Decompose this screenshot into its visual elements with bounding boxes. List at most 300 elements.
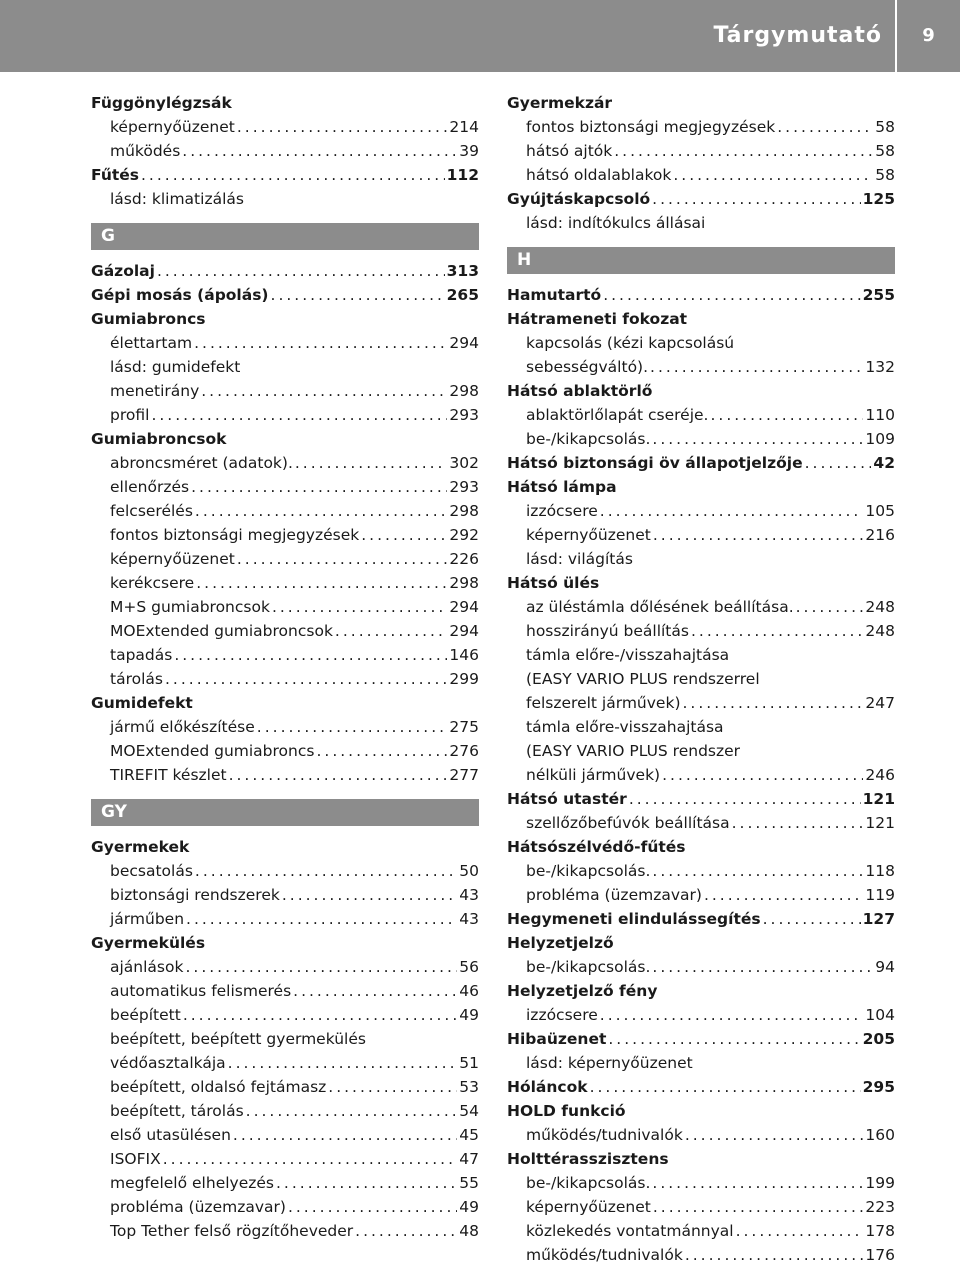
index-sub-entry <box>507 955 895 979</box>
entry-text: beépített, tárolás <box>110 1102 244 1120</box>
entry-page-number: 226 <box>449 550 479 568</box>
entry-text: tapadás <box>110 646 173 664</box>
entry-text: első utasülésen <box>110 1126 231 1144</box>
entry-text: Gyújtáskapcsoló <box>507 190 651 208</box>
entry-text: fontos biztonsági megjegyzések <box>526 118 776 136</box>
entry-page-number: 49 <box>459 1198 479 1216</box>
entry-text: jármű előkészítése <box>110 718 255 736</box>
index-sub-entry <box>507 1051 895 1075</box>
entry-text: lásd: indítókulcs állásai <box>526 214 706 232</box>
entry-text: képernyőüzenet <box>526 1198 651 1216</box>
entry-text: Hátsó ablaktörlő <box>507 382 653 400</box>
entry-text: Helyzetjelző fény <box>507 982 658 1000</box>
dot-leader <box>182 139 457 163</box>
dot-leader <box>157 259 445 283</box>
entry-text: biztonsági rendszerek <box>110 886 280 904</box>
entry-text: Gumidefekt <box>91 694 193 712</box>
entry-text: Gumiabroncs <box>91 310 206 328</box>
dot-leader <box>629 787 861 811</box>
index-sub-entry <box>91 475 479 499</box>
entry-text: működés/tudnivalók <box>526 1126 683 1144</box>
entry-text: profil <box>110 406 150 424</box>
entry-page-number: 247 <box>865 694 895 712</box>
index-heading-entry <box>91 691 479 715</box>
index-sub-entry <box>91 595 479 619</box>
entry-text: hosszirányú beállítás <box>526 622 689 640</box>
index-sub-entry <box>91 547 479 571</box>
index-sub-entry <box>91 883 479 907</box>
index-heading-entry <box>91 835 479 859</box>
dot-leader <box>652 1171 863 1195</box>
entry-page-number: 275 <box>449 718 479 736</box>
dot-leader <box>276 1171 457 1195</box>
entry-page-number: 54 <box>459 1102 479 1120</box>
entry-text: felszerelt járművek) <box>526 694 681 712</box>
dot-leader <box>652 859 863 883</box>
dot-leader <box>163 1147 458 1171</box>
entry-text: beépített <box>110 1006 181 1024</box>
index-sub-entry <box>91 187 479 211</box>
entry-page-number: 313 <box>446 262 479 280</box>
index-sub-entry <box>91 1027 479 1051</box>
entry-text: Hóláncok <box>507 1078 588 1096</box>
dot-leader <box>271 283 445 307</box>
entry-page-number: 178 <box>865 1222 895 1240</box>
dot-leader <box>361 523 447 547</box>
entry-text: Gázolaj <box>91 262 155 280</box>
index-heading-entry <box>91 931 479 955</box>
index-sub-entry <box>507 667 895 691</box>
entry-page-number: 214 <box>449 118 479 136</box>
entry-page-number: 51 <box>459 1054 479 1072</box>
entry-text: lásd: klimatizálás <box>110 190 244 208</box>
entry-page-number: 58 <box>875 142 895 160</box>
entry-page-number: 294 <box>449 622 479 640</box>
entry-text: működés/tudnivalók <box>526 1246 683 1264</box>
entry-text: be-/kikapcsolás. <box>526 430 651 448</box>
index-sub-entry <box>91 451 479 475</box>
index-heading-entry <box>507 979 895 1003</box>
page-title: Tárgymutató <box>713 23 882 48</box>
entry-text: Helyzetjelző <box>507 934 614 952</box>
dot-leader <box>805 451 872 475</box>
entry-page-number: 298 <box>449 382 479 400</box>
entry-page-number: 248 <box>865 598 895 616</box>
entry-page-number: 47 <box>459 1150 479 1168</box>
index-heading-entry <box>507 907 895 931</box>
dot-leader <box>257 715 448 739</box>
entry-page-number: 146 <box>449 646 479 664</box>
entry-page-number: 119 <box>865 886 895 904</box>
dot-leader <box>683 691 864 715</box>
index-sub-entry <box>91 739 479 763</box>
entry-text: képernyőüzenet <box>110 118 235 136</box>
entry-text: Hátrameneti fokozat <box>507 310 688 328</box>
index-sub-entry <box>507 811 895 835</box>
dot-leader <box>246 1099 458 1123</box>
entry-text: izzócsere <box>526 502 598 520</box>
dot-leader <box>229 763 448 787</box>
index-sub-entry <box>91 1195 479 1219</box>
index-sub-entry <box>91 907 479 931</box>
index-heading-entry <box>507 451 895 475</box>
entry-text: működés <box>110 142 181 160</box>
entry-page-number: 104 <box>865 1006 895 1024</box>
dot-leader <box>195 499 447 523</box>
index-sub-entry <box>91 667 479 691</box>
entry-text: ajánlások <box>110 958 184 976</box>
index-sub-entry <box>91 1003 479 1027</box>
dot-leader <box>614 139 873 163</box>
entry-page-number: 50 <box>459 862 479 880</box>
entry-text: kerékcsere <box>110 574 195 592</box>
dot-leader <box>763 907 861 931</box>
entry-text: hátsó ajtók <box>526 142 613 160</box>
entry-page-number: 199 <box>865 1174 895 1192</box>
index-heading-entry <box>507 1147 895 1171</box>
entry-text: szellőzőbefúvók beállítása <box>526 814 730 832</box>
dot-leader <box>590 1075 861 1099</box>
index-sub-entry <box>91 859 479 883</box>
entry-text: Hátsó ülés <box>507 574 600 592</box>
dot-leader <box>186 907 457 931</box>
entry-text: élettartam <box>110 334 193 352</box>
index-heading-entry <box>91 91 479 115</box>
dot-leader <box>691 619 863 643</box>
index-sub-entry <box>91 379 479 403</box>
index-sub-entry <box>507 211 895 235</box>
entry-page-number: 265 <box>446 286 479 304</box>
entry-text: tárolás <box>110 670 163 688</box>
dot-leader <box>652 187 860 211</box>
entry-page-number: 48 <box>459 1222 479 1240</box>
entry-text: Gyermekek <box>91 838 190 856</box>
entry-text: lásd: gumidefekt <box>110 358 241 376</box>
dot-leader <box>183 1003 457 1027</box>
entry-text: be-/kikapcsolás. <box>526 958 651 976</box>
entry-text: hátsó oldalablakok <box>526 166 672 184</box>
index-sub-entry <box>507 691 895 715</box>
entry-page-number: 205 <box>862 1030 895 1048</box>
entry-text: MOExtended gumiabroncs <box>110 742 315 760</box>
index-sub-entry <box>507 763 895 787</box>
index-sub-entry <box>91 331 479 355</box>
entry-text: M+S gumiabroncsok <box>110 598 270 616</box>
entry-text: ellenőrzés <box>110 478 190 496</box>
dot-leader <box>196 571 447 595</box>
entry-page-number: 276 <box>449 742 479 760</box>
index-heading-entry <box>507 307 895 331</box>
index-heading-entry <box>507 379 895 403</box>
entry-text: be-/kikapcsolás. <box>526 1174 651 1192</box>
entry-page-number: 43 <box>459 886 479 904</box>
index-heading-entry <box>507 91 895 115</box>
dot-leader <box>185 955 457 979</box>
entry-text: Hátsó utastér <box>507 790 627 808</box>
index-sub-entry <box>91 1171 479 1195</box>
dot-leader <box>600 1003 864 1027</box>
entry-text: megfelelő elhelyezés <box>110 1174 274 1192</box>
entry-page-number: 42 <box>873 454 895 472</box>
dot-leader <box>600 499 864 523</box>
index-column-left <box>91 91 479 1243</box>
index-sub-entry <box>507 139 895 163</box>
entry-page-number: 49 <box>459 1006 479 1024</box>
entry-text: lásd: képernyőüzenet <box>526 1054 693 1072</box>
entry-text: Hátsószélvédő-fűtés <box>507 838 686 856</box>
index-sub-entry <box>507 163 895 187</box>
dot-leader <box>233 1123 457 1147</box>
index-sub-entry <box>91 1051 479 1075</box>
dot-leader <box>608 1027 860 1051</box>
dot-leader <box>316 739 447 763</box>
entry-text: TIREFIT készlet <box>110 766 227 784</box>
index-sub-entry <box>507 859 895 883</box>
entry-page-number: 109 <box>865 430 895 448</box>
index-heading-entry <box>507 1099 895 1123</box>
index-heading-entry <box>507 1075 895 1099</box>
entry-page-number: 127 <box>862 910 895 928</box>
index-sub-entry <box>507 595 895 619</box>
entry-text: az üléstámla dőlésének beállítása. <box>526 598 794 616</box>
dot-leader <box>237 115 448 139</box>
entry-text: sebességváltó). <box>526 358 649 376</box>
entry-text: automatikus felismerés <box>110 982 292 1000</box>
index-sub-entry <box>507 1171 895 1195</box>
dot-leader <box>201 379 447 403</box>
entry-page-number: 56 <box>459 958 479 976</box>
index-sub-entry <box>507 355 895 379</box>
entry-page-number: 176 <box>865 1246 895 1264</box>
entry-text: probléma (üzemzavar) <box>110 1198 286 1216</box>
entry-text: Gumiabroncsok <box>91 430 227 448</box>
entry-page-number: 118 <box>865 862 895 880</box>
dot-leader <box>194 331 447 355</box>
index-heading-entry <box>507 1027 895 1051</box>
index-sub-entry <box>507 643 895 667</box>
entry-page-number: 55 <box>459 1174 479 1192</box>
dot-leader <box>777 115 873 139</box>
entry-text: Hibaüzenet <box>507 1030 607 1048</box>
index-heading-entry <box>507 187 895 211</box>
index-sub-entry <box>91 955 479 979</box>
index-sub-entry <box>91 619 479 643</box>
index-sub-entry <box>507 883 895 907</box>
dot-leader <box>710 403 863 427</box>
dot-leader <box>653 523 864 547</box>
entry-page-number: 292 <box>449 526 479 544</box>
dot-leader <box>335 619 447 643</box>
dot-leader <box>653 1195 864 1219</box>
index-heading-entry <box>91 259 479 283</box>
entry-text: (EASY VARIO PLUS rendszer <box>526 742 741 760</box>
dot-leader <box>652 955 873 979</box>
dot-leader <box>272 595 447 619</box>
index-heading-entry <box>507 571 895 595</box>
index-heading-entry <box>507 835 895 859</box>
dot-leader <box>295 451 448 475</box>
index-sub-entry <box>507 715 895 739</box>
index-sub-entry <box>91 1099 479 1123</box>
index-heading-entry <box>91 307 479 331</box>
entry-page-number: 294 <box>449 334 479 352</box>
dot-leader <box>328 1075 457 1099</box>
dot-leader <box>662 763 863 787</box>
index-heading-entry <box>91 427 479 451</box>
index-heading-entry <box>507 475 895 499</box>
dot-leader <box>141 163 445 187</box>
page-header <box>0 0 960 72</box>
dot-leader <box>191 475 447 499</box>
entry-text: ablaktörlőlapát cseréje. <box>526 406 709 424</box>
entry-text: fontos biztonsági megjegyzések <box>110 526 360 544</box>
entry-page-number: 223 <box>865 1198 895 1216</box>
index-sub-entry <box>91 763 479 787</box>
entry-text: Hátsó lámpa <box>507 478 617 496</box>
entry-text: abroncsméret (adatok). <box>110 454 293 472</box>
dot-leader <box>736 1219 864 1243</box>
entry-text: Hamutartó <box>507 286 602 304</box>
entry-page-number: 112 <box>446 166 479 184</box>
dot-leader <box>355 1219 457 1243</box>
index-heading-entry <box>507 283 895 307</box>
entry-text: izzócsere <box>526 1006 598 1024</box>
entry-text: Gépi mosás (ápolás) <box>91 286 269 304</box>
entry-page-number: 277 <box>449 766 479 784</box>
index-sub-entry <box>507 1243 895 1267</box>
entry-page-number: 298 <box>449 574 479 592</box>
dot-leader <box>685 1123 864 1147</box>
index-sub-entry <box>91 979 479 1003</box>
index-sub-entry <box>91 1075 479 1099</box>
dot-leader <box>732 811 864 835</box>
entry-page-number: 293 <box>449 406 479 424</box>
entry-page-number: 294 <box>449 598 479 616</box>
entry-page-number: 302 <box>449 454 479 472</box>
dot-leader <box>704 883 863 907</box>
index-sub-entry <box>507 427 895 451</box>
index-sub-entry <box>507 403 895 427</box>
dot-leader <box>685 1243 864 1267</box>
dot-leader <box>151 403 447 427</box>
entry-text: Függönylégzsák <box>91 94 232 112</box>
index-sub-entry <box>91 499 479 523</box>
entry-page-number: 94 <box>875 958 895 976</box>
entry-text: képernyőüzenet <box>110 550 235 568</box>
dot-leader <box>288 1195 457 1219</box>
index-heading-entry <box>507 787 895 811</box>
entry-page-number: 121 <box>865 814 895 832</box>
dot-leader <box>603 283 860 307</box>
index-sub-entry <box>91 715 479 739</box>
entry-page-number: 125 <box>862 190 895 208</box>
entry-text: lásd: világítás <box>526 550 633 568</box>
index-sub-entry <box>507 331 895 355</box>
index-sub-entry <box>91 643 479 667</box>
section-letter-bar: G <box>91 223 479 250</box>
entry-page-number: 255 <box>862 286 895 304</box>
page-number: 9 <box>922 25 935 46</box>
index-sub-entry <box>91 571 479 595</box>
index-sub-entry <box>91 1147 479 1171</box>
entry-text: támla előre-visszahajtása <box>526 718 724 736</box>
entry-page-number: 121 <box>862 790 895 808</box>
entry-text: be-/kikapcsolás. <box>526 862 651 880</box>
index-sub-entry <box>507 1195 895 1219</box>
entry-text: Hegymeneti elindulássegítés <box>507 910 761 928</box>
entry-page-number: 53 <box>459 1078 479 1096</box>
entry-text: Gyermekülés <box>91 934 206 952</box>
entry-text: Gyermekzár <box>507 94 613 112</box>
index-sub-entry <box>91 1219 479 1243</box>
entry-text: járműben <box>110 910 185 928</box>
entry-text: védőasztalkája <box>110 1054 226 1072</box>
entry-text: probléma (üzemzavar) <box>526 886 702 904</box>
dot-leader <box>796 595 864 619</box>
index-sub-entry <box>507 1123 895 1147</box>
index-sub-entry <box>507 1219 895 1243</box>
entry-page-number: 45 <box>459 1126 479 1144</box>
entry-page-number: 216 <box>865 526 895 544</box>
entry-page-number: 46 <box>459 982 479 1000</box>
entry-page-number: 293 <box>449 478 479 496</box>
entry-text: támla előre-/visszahajtása <box>526 646 730 664</box>
entry-text: Fűtés <box>91 166 139 184</box>
entry-page-number: 43 <box>459 910 479 928</box>
entry-page-number: 105 <box>865 502 895 520</box>
entry-page-number: 132 <box>865 358 895 376</box>
entry-text: beépített, beépített gyermekülés <box>110 1030 366 1048</box>
entry-text: felcserélés <box>110 502 193 520</box>
dot-leader <box>165 667 447 691</box>
entry-text: Holttérasszisztens <box>507 1150 669 1168</box>
dot-leader <box>673 163 873 187</box>
section-letter-bar: H <box>507 247 895 274</box>
index-sub-entry <box>507 499 895 523</box>
entry-text: menetirány <box>110 382 200 400</box>
dot-leader <box>282 883 457 907</box>
index-sub-entry <box>507 619 895 643</box>
index-sub-entry <box>91 403 479 427</box>
index-sub-entry <box>91 139 479 163</box>
dot-leader <box>652 427 863 451</box>
entry-page-number: 160 <box>865 1126 895 1144</box>
index-sub-entry <box>507 547 895 571</box>
section-letter-bar: GY <box>91 799 479 826</box>
index-sub-entry <box>507 115 895 139</box>
index-sub-entry <box>91 355 479 379</box>
entry-text: nélküli járművek) <box>526 766 661 784</box>
entry-page-number: 246 <box>865 766 895 784</box>
dot-leader <box>174 643 447 667</box>
index-sub-entry <box>91 115 479 139</box>
entry-text: kapcsolás (kézi kapcsolású <box>526 334 735 352</box>
entry-text: ISOFIX <box>110 1150 161 1168</box>
entry-text: Top Tether felső rögzítőheveder <box>110 1222 354 1240</box>
index-sub-entry <box>91 1123 479 1147</box>
entry-page-number: 299 <box>449 670 479 688</box>
entry-page-number: 295 <box>862 1078 895 1096</box>
entry-text: (EASY VARIO PLUS rendszerrel <box>526 670 760 688</box>
index-sub-entry <box>507 1003 895 1027</box>
index-column-right <box>507 91 895 1267</box>
entry-text: közlekedés vontatmánnyal <box>526 1222 734 1240</box>
index-sub-entry <box>507 523 895 547</box>
entry-text: becsatolás <box>110 862 193 880</box>
dot-leader <box>228 1051 458 1075</box>
index-heading-entry <box>91 163 479 187</box>
dot-leader <box>293 979 457 1003</box>
